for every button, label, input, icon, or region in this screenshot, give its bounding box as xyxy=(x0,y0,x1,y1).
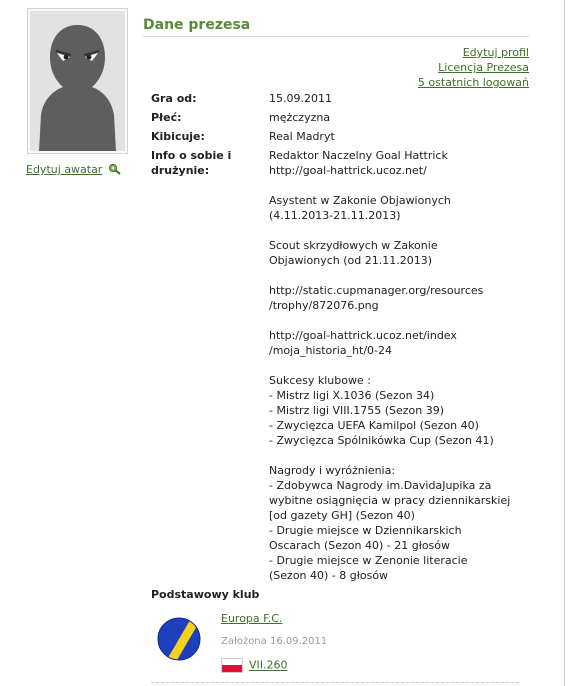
poland-flag-icon xyxy=(221,658,243,673)
club-crest-icon[interactable] xyxy=(155,615,203,663)
about-line: - Zdobywca Nagrody im.DavidaJupika za xyxy=(269,479,492,492)
club-league-row xyxy=(221,658,288,673)
supports-label: Kibicuje: xyxy=(151,130,205,143)
about-label-line: drużynie: xyxy=(151,164,210,177)
supports-value: Real Madryt xyxy=(269,130,335,143)
plays-since-value: 15.09.2011 xyxy=(269,92,332,105)
about-line: /trophy/872076.png xyxy=(269,299,379,312)
about-line: - Drugie miejsce w Zenonie literacie xyxy=(269,554,468,567)
about-line: Scout skrzydłowych w Zakonie xyxy=(269,239,438,252)
about-line: - Zwycięzca Spólnikówka Cup (Sezon 41) xyxy=(269,434,494,447)
page-right-border xyxy=(564,0,565,686)
edit-pencil-icon[interactable] xyxy=(108,163,121,175)
about-line: wybitne osiągnięcia w pracy dziennikarskiej xyxy=(269,494,511,507)
about-label-line: Info o sobie i xyxy=(151,149,232,162)
about-line xyxy=(269,448,529,463)
about-line: Oscarach (Sezon 40) - 21 głosów xyxy=(269,539,451,552)
section-divider xyxy=(151,682,519,683)
about-line: Redaktor Naczelny Goal Hattrick xyxy=(269,149,448,162)
avatar-frame xyxy=(27,8,128,154)
main-club-heading: Podstawowy klub xyxy=(151,588,260,601)
about-line: http://static.cupmanager.org/resources xyxy=(269,284,484,297)
edit-profile-link[interactable]: Edytuj profil xyxy=(462,46,529,59)
plays-since-label: Gra od: xyxy=(151,92,197,105)
license-link[interactable]: Licencja Prezesa xyxy=(438,61,529,74)
about-line: Nagrody i wyróżnienia: xyxy=(269,464,396,477)
league-link[interactable]: VII.260 xyxy=(249,658,288,672)
about-line xyxy=(269,223,529,238)
about-line: - Mistrz ligi VIII.1755 (Sezon 39) xyxy=(269,404,445,417)
last-logins-link[interactable]: 5 ostatnich logowań xyxy=(417,76,529,89)
profile-actions xyxy=(418,45,529,90)
edit-avatar-row xyxy=(26,163,128,176)
edit-avatar-link[interactable]: Edytuj awatar xyxy=(26,163,103,176)
about-link: http://goal-hattrick.ucoz.net/ xyxy=(269,164,427,177)
about-line: (4.11.2013-21.11.2013) xyxy=(269,209,401,222)
about-line xyxy=(269,358,529,373)
club-name-link[interactable] xyxy=(221,612,282,625)
gender-label: Płeć: xyxy=(151,111,182,124)
about-line: [od gazety GH] (Sezon 40) xyxy=(269,509,415,522)
club-founded: Założona 16.09.2011 xyxy=(221,636,328,647)
about-line: http://goal-hattrick.ucoz.net/index xyxy=(269,329,457,342)
about-line: - Zwycięzca UEFA Kamilpol (Sezon 40) xyxy=(269,419,479,432)
about-text xyxy=(269,148,529,583)
avatar-column xyxy=(26,8,128,176)
about-line: Sukcesy klubowe : xyxy=(269,374,371,387)
avatar xyxy=(30,11,125,151)
about-line: /moja_historia_ht/0-24 xyxy=(269,344,393,357)
about-line: Asystent w Zakonie Objawionych xyxy=(269,194,451,207)
about-line: - Drugie miejsce w Dziennikarskich xyxy=(269,524,462,537)
about-line: (Sezon 40) - 8 głosów xyxy=(269,569,389,582)
gender-value: mężczyzna xyxy=(269,111,331,124)
section-title: Dane prezesa xyxy=(143,17,529,37)
about-line xyxy=(269,313,529,328)
about-line: Objawionych (od 21.11.2013) xyxy=(269,254,432,267)
about-line: - Mistrz ligi X.1036 (Sezon 34) xyxy=(269,389,435,402)
club-name[interactable]: Europa F.C. xyxy=(221,612,283,625)
about-line xyxy=(269,178,529,193)
about-line xyxy=(269,268,529,283)
about-label xyxy=(151,148,261,178)
